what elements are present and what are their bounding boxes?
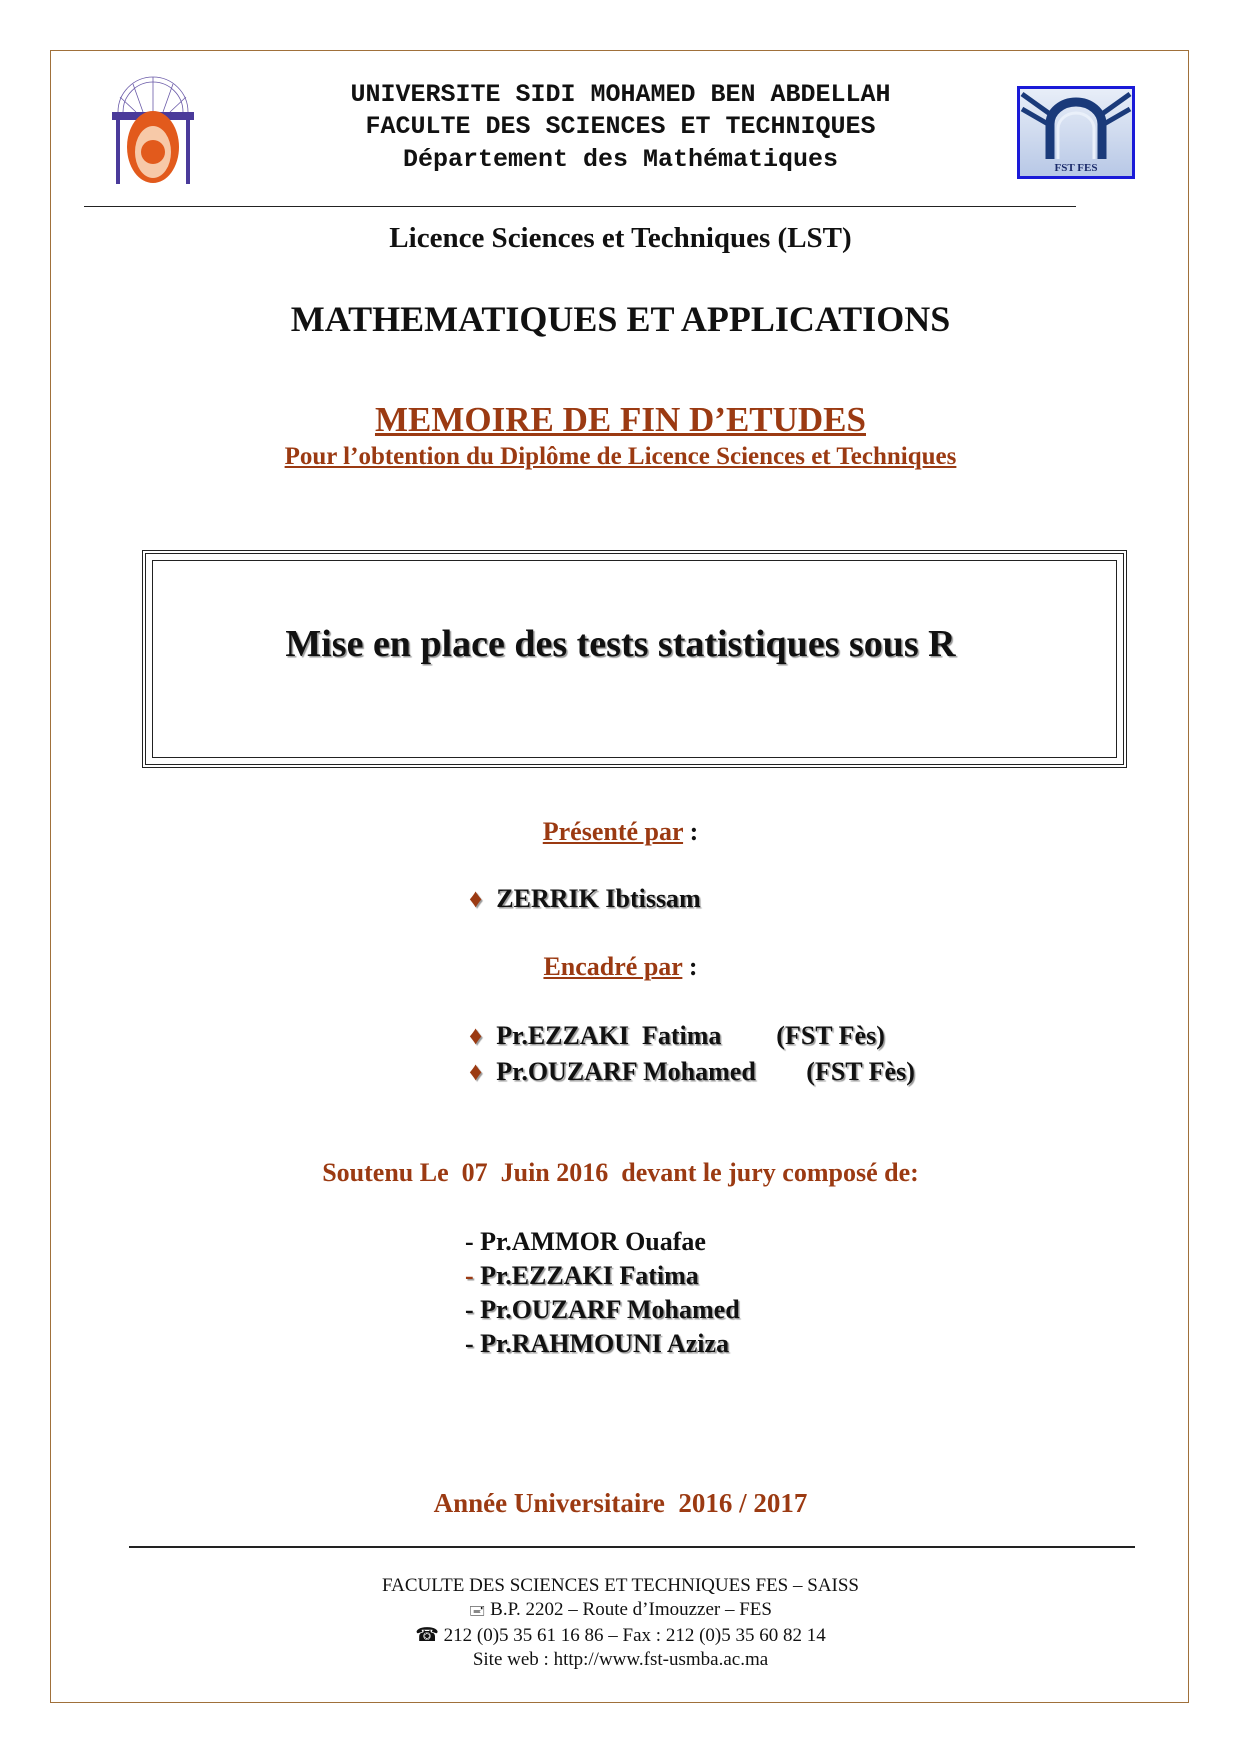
diamond-bullet-icon: ♦ bbox=[469, 1021, 483, 1050]
footer-address bbox=[0, 1598, 1241, 1624]
presented-heading bbox=[0, 817, 1241, 847]
header-faculty: FACULTE DES SCIENCES ET TECHNIQUES bbox=[365, 112, 876, 141]
footer-website: Site web : http://www.fst-usmba.ac.ma bbox=[472, 1649, 769, 1670]
jury-member bbox=[465, 1225, 740, 1259]
jury-list bbox=[465, 1225, 740, 1361]
program-title: Licence Sciences et Techniques (LST) bbox=[389, 222, 852, 254]
footer-divider bbox=[129, 1546, 1135, 1548]
academic-year: Année Universitaire 2016 / 2017 bbox=[433, 1488, 808, 1518]
supervisor-item bbox=[469, 1057, 915, 1087]
fst-logo bbox=[1017, 86, 1135, 179]
footer bbox=[0, 1574, 1241, 1672]
jury-name: Pr.AMMOR Ouafae bbox=[480, 1227, 706, 1256]
presented-label: Présenté par bbox=[542, 817, 684, 846]
footer-phone bbox=[0, 1624, 1241, 1648]
student-name: ZERRIK Ibtissam bbox=[496, 884, 701, 913]
supervised-heading bbox=[0, 952, 1241, 982]
diamond-bullet-icon: ♦ bbox=[469, 1057, 483, 1086]
supervisor-name: Pr.EZZAKI Fatima bbox=[496, 1021, 722, 1050]
supervisor-affiliation: (FST Fès) bbox=[806, 1057, 915, 1086]
footer-address-text: B.P. 2202 – Route d’Imouzzer – FES bbox=[490, 1599, 772, 1620]
memoire-title: MEMOIRE DE FIN D’ETUDES bbox=[374, 400, 866, 439]
jury-name: Pr.RAHMOUNI Aziza bbox=[480, 1329, 730, 1358]
thesis-title: Mise en place des tests statistiques sous R bbox=[285, 623, 956, 665]
memoire-subtitle: Pour l’obtention du Diplôme de Licence Sciences et Techniques bbox=[284, 443, 957, 470]
footer-phone-text: 212 (0)5 35 61 16 86 – Fax : 212 (0)5 35 60 82 14 bbox=[443, 1625, 826, 1646]
defense-info: Soutenu Le 07 Juin 2016 devant le jury composé de: bbox=[322, 1158, 919, 1187]
presented-colon: : bbox=[683, 817, 699, 846]
jury-bullet: - bbox=[465, 1295, 481, 1324]
header-university: UNIVERSITE SIDI MOHAMED BEN ABDELLAH bbox=[350, 80, 891, 109]
supervisor-item bbox=[469, 1021, 885, 1051]
specialty-title: MATHEMATIQUES ET APPLICATIONS bbox=[290, 299, 951, 339]
supervised-colon: : bbox=[682, 952, 698, 981]
diamond-bullet-icon: ♦ bbox=[469, 884, 483, 913]
jury-bullet: - bbox=[465, 1329, 481, 1358]
jury-bullet: - bbox=[465, 1227, 481, 1256]
jury-member bbox=[465, 1259, 740, 1293]
header-divider bbox=[84, 206, 1076, 207]
student-item bbox=[469, 884, 701, 914]
jury-name: Pr.EZZAKI Fatima bbox=[480, 1261, 699, 1290]
supervised-label: Encadré par bbox=[543, 952, 683, 981]
telephone-icon: ☎ bbox=[415, 1625, 439, 1646]
footer-faculty: FACULTE DES SCIENCES ET TECHNIQUES FES – SAISS bbox=[381, 1575, 859, 1596]
supervisor-name: Pr.OUZARF Mohamed bbox=[496, 1057, 756, 1086]
fst-logo-text: FST FES bbox=[1054, 162, 1098, 174]
jury-name: Pr.OUZARF Mohamed bbox=[480, 1295, 740, 1324]
jury-member bbox=[465, 1293, 740, 1327]
jury-bullet: - bbox=[465, 1261, 481, 1290]
supervisor-affiliation: (FST Fès) bbox=[776, 1021, 885, 1050]
mailbox-icon: 🖃 bbox=[469, 1604, 486, 1619]
jury-member bbox=[465, 1327, 740, 1361]
header-department: Département des Mathématiques bbox=[402, 145, 839, 174]
